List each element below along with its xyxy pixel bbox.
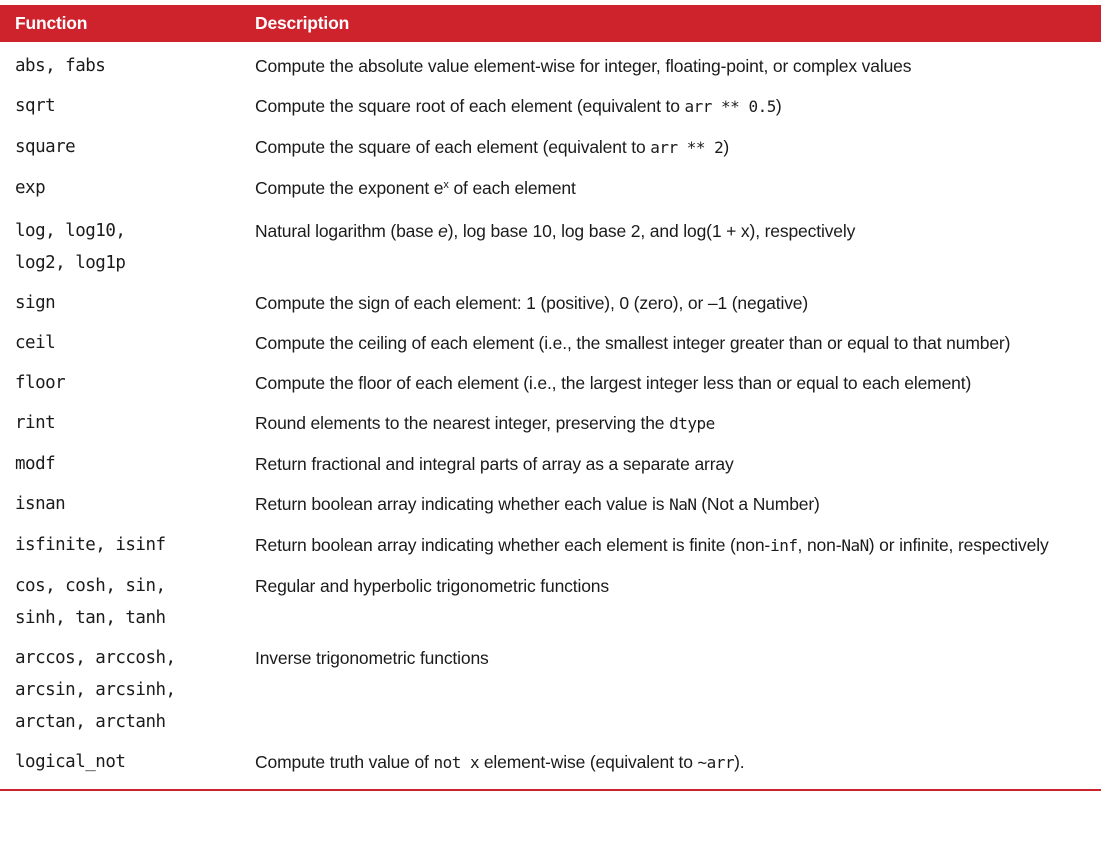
description-cell [255,529,1067,562]
table-row [15,566,1101,638]
function-cell [15,367,255,399]
description-text: Compute the exponent e [255,178,444,198]
function-cell [15,131,255,164]
inline-code: arr ** 2 [650,138,724,157]
function-name-line: logical_not [15,752,126,772]
description-text: x [443,179,449,191]
inline-code: ~arr [697,753,735,772]
function-cell [15,90,255,123]
function-cell [15,407,255,440]
table-row [15,363,1101,403]
table-row [15,525,1101,566]
description-text: e [438,221,448,241]
function-cell [15,488,255,521]
function-name-line: sqrt [15,96,56,116]
function-cell [15,529,255,562]
function-cell [15,215,255,279]
table-row [15,211,1101,283]
description-text: ), log base 10, log base 2, and log(1 + x), respectively [447,221,856,241]
table-row [15,46,1101,86]
table-header [0,5,1101,42]
table-row [15,484,1101,525]
function-cell [15,448,255,480]
description-cell [255,448,1067,480]
function-cell [15,172,255,207]
inline-code: not x [433,753,480,772]
function-name-line: modf [15,454,56,474]
description-cell [255,327,1067,359]
table-row [15,323,1101,363]
description-cell [255,642,1067,738]
description-text: ). [734,752,745,772]
description-cell [255,90,1067,123]
description-cell [255,367,1067,399]
function-name-line: log, log10, [15,221,126,241]
function-name-line: arctan, arctanh [15,712,166,732]
description-text: Return fractional and integral parts of array as a separate array [255,454,734,474]
description-cell [255,407,1067,440]
function-name-line: arcsin, arcsinh, [15,680,176,700]
function-name-line: sign [15,293,56,313]
description-text: ) [775,96,782,116]
description-text: Compute truth value of [255,752,434,772]
table-row [15,638,1101,742]
description-cell [255,215,1067,279]
description-text: Compute the sign of each element: 1 (positive), 0 (zero), or –1 (negative) [255,293,809,313]
function-name-line: rint [15,413,56,433]
description-cell [255,131,1067,164]
table-row [15,127,1101,168]
description-text: Regular and hyperbolic trigonometric functions [255,576,609,596]
description-cell [255,50,1067,82]
table-bottom-rule [0,789,1101,791]
inline-code: arr ** 0.5 [684,97,776,116]
inline-code: NaN [669,495,697,514]
function-name-line: ceil [15,333,56,353]
function-name-line: sinh, tan, tanh [15,608,166,628]
description-text: Compute the ceiling of each element (i.e., the smallest integer greater than or equal to that number) [255,333,1011,353]
table-row [15,86,1101,127]
inline-code: inf [770,536,798,555]
description-text: Compute the floor of each element (i.e., the largest integer less than or equal to each element) [255,373,972,393]
description-text: Compute the absolute value element-wise for integer, floating-point, or complex values [255,56,912,76]
description-text: ) [723,137,729,157]
description-cell [255,746,1067,779]
description-text: Return boolean array indicating whether each element is finite (non- [255,535,771,555]
description-text: ) or infinite, respectively [868,535,1049,555]
table-row [15,168,1101,211]
description-text: Round elements to the nearest integer, preserving the [255,413,670,433]
description-cell [255,488,1067,521]
function-name-line: cos, cosh, sin, [15,576,166,596]
description-text: , non- [797,535,842,555]
column-header-function: Function [15,13,88,33]
function-name-line: floor [15,373,66,393]
column-header-description: Description [255,13,350,33]
function-name-line: exp [15,178,46,198]
description-text: (Not a Number) [696,494,820,514]
description-text: of each element [448,178,576,198]
function-name-line: arccos, arccosh, [15,648,176,668]
function-name-line: log2, log1p [15,253,126,273]
description-text: element-wise (equivalent to [479,752,698,772]
function-name-line: square [15,137,76,157]
description-text: Compute the square of each element (equivalent to [255,137,651,157]
function-name-line: abs, fabs [15,56,106,76]
table-row [15,444,1101,484]
description-cell [255,570,1067,634]
table-body [0,42,1101,789]
function-cell [15,642,255,738]
table-row [15,283,1101,323]
description-text: Return boolean array indicating whether each value is [255,494,670,514]
description-text: Compute the square root of each element (equivalent to [255,96,685,116]
function-cell [15,746,255,779]
table-row [15,403,1101,444]
inline-code: NaN [841,536,869,555]
description-cell [255,287,1067,319]
function-name-line: isfinite, isinf [15,535,166,555]
description-text: Natural logarithm (base [255,221,439,241]
description-cell [255,172,1067,207]
table-row [15,742,1101,783]
function-cell [15,327,255,359]
function-cell [15,50,255,82]
function-name-line: isnan [15,494,66,514]
function-cell [15,287,255,319]
function-cell [15,570,255,634]
inline-code: dtype [669,414,715,433]
description-text: Inverse trigonometric functions [255,648,489,668]
